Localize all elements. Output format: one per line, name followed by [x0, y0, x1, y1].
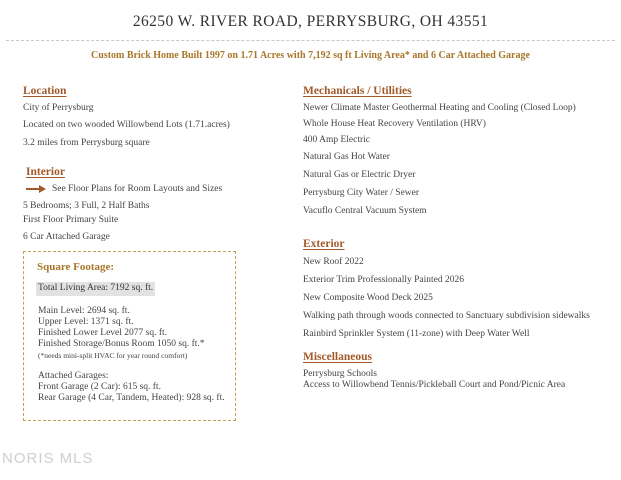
miscellaneous-item: Perrysburg Schools [303, 369, 377, 379]
level-item: Finished Storage/Bonus Room 1050 sq. ft.* [38, 339, 205, 349]
property-tagline: Custom Brick Home Built 1997 on 1.71 Acres with 7,192 sq ft Living Area* and 6 Car Attached Garage [91, 50, 530, 61]
location-item: City of Perrysburg [23, 103, 94, 113]
garages-heading: Attached Garages: [38, 371, 109, 381]
location-heading: Location [23, 85, 67, 97]
mechanicals-item: Whole House Heat Recovery Ventilation (HRV) [303, 119, 486, 129]
level-item: Upper Level: 1371 sq. ft. [38, 317, 134, 327]
property-address: 26250 W. RIVER ROAD, PERRYSBURG, OH 43551 [132, 13, 489, 30]
exterior-heading: Exterior [303, 238, 345, 250]
interior-item: 5 Bedrooms; 3 Full, 2 Half Baths [23, 201, 150, 211]
mechanicals-heading: Mechanicals / Utilities [303, 85, 412, 97]
interior-item: 6 Car Attached Garage [23, 232, 110, 242]
garage-item: Front Garage (2 Car): 615 sq. ft. [38, 382, 161, 392]
interior-heading: Interior [26, 166, 65, 178]
miscellaneous-heading: Miscellaneous [303, 351, 372, 363]
miscellaneous-item: Access to Willowbend Tennis/Pickleball Court and Pond/Picnic Area [303, 380, 566, 390]
location-item: 3.2 miles from Perrysburg square [23, 138, 150, 148]
total-living-area: Total Living Area: 7192 sq. ft. [36, 282, 155, 296]
exterior-item: Rainbird Sprinkler System (11-zone) with Deep Water Well [303, 329, 530, 339]
arrow-right-icon [26, 185, 46, 193]
mls-watermark: NORIS MLS [2, 450, 94, 467]
level-item: Main Level: 2694 sq. ft. [38, 306, 130, 316]
location-item: Located on two wooded Willowbend Lots (1.71.acres) [23, 120, 230, 130]
garage-item: Rear Garage (4 Car, Tandem, Heated): 928 sq. ft. [38, 393, 225, 403]
exterior-item: Walking path through woods connected to Sanctuary subdivision sidewalks [303, 311, 590, 321]
hvac-note: (*needs mini-split HVAC for year round comfort) [38, 351, 188, 360]
exterior-item: New Roof 2022 [303, 257, 364, 267]
mechanicals-item: Vacuflo Central Vacuum System [303, 206, 427, 216]
exterior-item: Exterior Trim Professionally Painted 2026 [303, 275, 464, 285]
mechanicals-item: Natural Gas Hot Water [303, 152, 390, 162]
floor-plans-note [26, 184, 222, 194]
mechanicals-item: Newer Climate Master Geothermal Heating and Cooling (Closed Loop) [303, 103, 576, 113]
interior-item: First Floor Primary Suite [23, 215, 119, 225]
mechanicals-item: 400 Amp Electric [303, 135, 371, 145]
square-footage-box [23, 251, 236, 421]
level-item: Finished Lower Level 2077 sq. ft. [38, 328, 168, 338]
square-footage-heading: Square Footage: [37, 261, 115, 273]
floor-plans-label: See Floor Plans for Room Layouts and Sizes [52, 184, 223, 194]
exterior-item: New Composite Wood Deck 2025 [303, 293, 433, 303]
mechanicals-item: Perrysburg City Water / Sewer [303, 188, 420, 198]
mechanicals-item: Natural Gas or Electric Dryer [303, 170, 416, 180]
header-divider [6, 40, 615, 41]
